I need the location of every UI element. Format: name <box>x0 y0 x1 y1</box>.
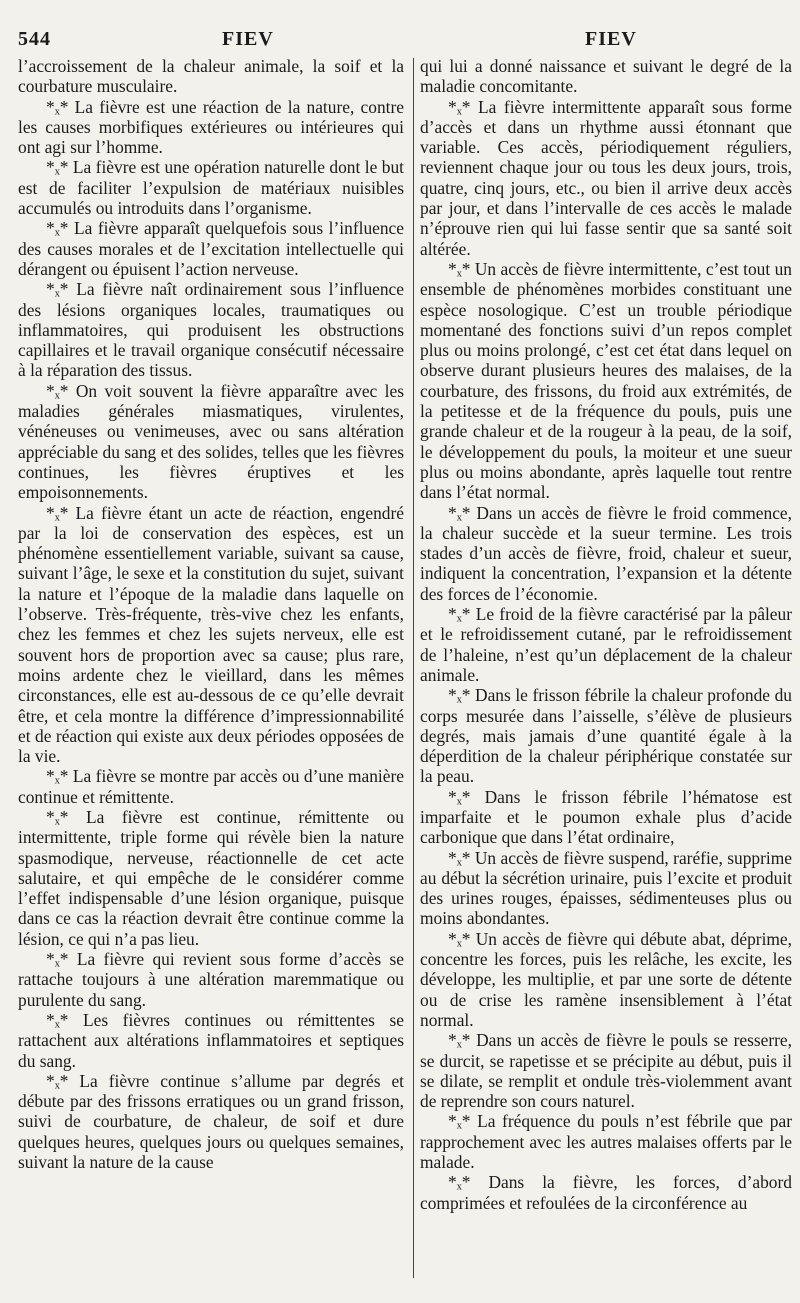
paragraph: *ₓ* Un accès de fièvre suspend, raréfie, supprime au début la sécrétion urinaire, puis l’excite et produit des urines rouges, épaisses, sédimenteuses plus ou moins abondantes. <box>420 847 792 929</box>
paragraph: *ₓ* La fièvre naît ordinairement sous l’influence des lésions organiques locales, traumatiques ou inflammatoires, qui produisent les obstructions capillaires et le travail organique consécutif nécessaire à la réparation des tissus. <box>18 279 404 381</box>
paragraph: *ₓ* Un accès de fièvre qui débute abat, déprime, concentre les forces, puis les relâche, les excite, les développe, les multiplie, et par une sorte de détente ou de crise les ramène insensiblement à l’état normal. <box>420 928 792 1030</box>
paragraph: *ₓ* Un accès de fièvre intermittente, c’est tout un ensemble de phénomènes morbides constituant une espèce nosologique. C’est un trouble périodique momentané des fonctions suivi d’un repos complet plus ou moins prolongé, c’est cet état dans lequel on observe durant plusieurs heures des malaises, de la courbature, des frissons, du froid aux extrémités, de la petitesse et de la fréquence du pouls, puis une grande chaleur et de la rougeur à la peau, de la soif, le développement du pouls, la moiteur et une sueur plus ou moins abondante, après laquelle tout rentre dans l’état normal. <box>420 258 792 503</box>
paragraph: *ₓ* Dans la fièvre, les forces, d’abord comprimées et refoulées de la circonférence au <box>420 1172 792 1213</box>
paragraph: *ₓ* La fièvre est une réaction de la nature, contre les causes morbifiques extérieures ou intérieures qui ont agi sur l’homme. <box>18 96 404 158</box>
paragraph: *ₓ* La fièvre est continue, rémittente ou intermittente, triple forme qui révèle bien la nature spasmodique, nerveuse, réactionnelle de cet acte salutaire, et qui empêche de le considérer comme l’effet indispensable d’une lésion organique, puisque dans ce cas la réaction devrait être continue comme la lésion, ce qui n’a pas lieu. <box>18 806 404 949</box>
paragraph: qui lui a donné naissance et suivant le degré de la maladie concomitante. <box>420 56 792 97</box>
paragraph: *ₓ* La fièvre continue s’allume par degrés et débute par des frissons erratiques ou un grand frisson, suivi de courbature, de chaleur, de soif et dure quelques heures, quelques jours ou quelques semaines, suivant la nature de la cause <box>18 1070 404 1173</box>
page-header <box>0 28 800 52</box>
paragraph: *ₓ* La fièvre qui revient sous forme d’accès se rattache toujours à une altération maremmatique ou purulente du sang. <box>18 949 404 1010</box>
paragraph: *ₓ* La fièvre étant un acte de réaction, engendré par la loi de conservation des espèces, est un phénomène essentiellement variable, suivant sa cause, suivant l’âge, le sexe et la constitution du sujet, suivant la nature et l’époque de la maladie dans laquelle on l’observe. Très-fréquente, très-vive chez les enfants, chez les femmes et chez les sujets nerveux, elle est souvent hors de proportion avec sa cause; plus rare, moins ardente chez le vieillard, dans les mêmes circonstances, elle est au-dessous de ce qu’elle devrait être, et cela montre la différence d’impressionnabilité et de réaction qui existe aux deux périodes opposées de la vie. <box>18 502 404 767</box>
paragraph: *ₓ* La fièvre intermittente apparaît sous forme d’accès et dans un rhythme aussi étonnant que variable. Ces accès, périodiquement réguliers, reviennent chaque jour ou tous les deux jours, trois, quatre, cinq jours, etc., ou bien il arrive deux accès par jour, et dans l’intervalle de ces accès le malade n’éprouve rien qui lui fasse sentir que sa santé soit altérée. <box>420 96 792 259</box>
right-column <box>420 56 792 1213</box>
paragraph: *ₓ* Dans un accès de fièvre le froid commence, la chaleur succède et la sueur termine. Les trois stades d’un accès de fièvre, froid, chaleur et sueur, indiquent la concentration, l’expansion et la détente des forces de l’économie. <box>420 502 792 604</box>
paragraph: *ₓ* Le froid de la fièvre caractérisé par la pâleur et le refroidissement cutané, par le refroidissement de l’haleine, n’est qu’un déplacement de la chaleur animale. <box>420 604 792 685</box>
paragraph: *ₓ* Dans le frisson fébrile la chaleur profonde du corps mesurée dans l’aisselle, s’élève de plusieurs degrés, mais jamais d’une quantité égale à la déperdition de la chaleur périphérique constatée sur la peau. <box>420 685 792 787</box>
column-divider <box>413 58 414 1278</box>
paragraph: *ₓ* La fréquence du pouls n’est fébrile que par rapprochement avec les autres malaises offerts par le malade. <box>420 1111 792 1173</box>
paragraph: *ₓ* Dans un accès de fièvre le pouls se resserre, se durcit, se rapetisse et se précipite au début, puis il se dilate, se remplit et ondule très-violemment avant de reprendre son cours naturel. <box>420 1030 792 1112</box>
paragraph: *ₓ* La fièvre est une opération naturelle dont le but est de faciliter l’expulsion de matériaux nuisibles accumulés ou introduits dans l’organisme. <box>18 157 404 219</box>
paragraph: *ₓ* Dans le frisson fébrile l’hématose est imparfaite et le poumon exhale plus d’acide carbonique que dans l’état ordinaire, <box>420 786 792 848</box>
paragraph: *ₓ* La fièvre se montre par accès ou d’une manière continue et rémittente. <box>18 766 404 807</box>
paragraph: *ₓ* La fièvre apparaît quelquefois sous l’influence des causes morales et de l’excitation intellectuelle qui dérangent ou épuisent l’action nerveuse. <box>18 218 404 279</box>
paragraph: *ₓ* On voit souvent la fièvre apparaître avec les maladies générales miasmatiques, virulentes, vénéneuses ou venimeuses, avec ou sans altération appréciable du sang et des solides, telles que les fièvres continues, les fièvres éruptives et les empoisonnements. <box>18 380 404 503</box>
running-head-left: FIEV <box>222 28 274 50</box>
paragraph: *ₓ* Les fièvres continues ou rémittentes se rattachent aux altérations inflammatoires et septiques du sang. <box>18 1009 404 1071</box>
paragraph: l’accroissement de la chaleur animale, la soif et la courbature musculaire. <box>18 56 404 97</box>
running-head-right: FIEV <box>585 28 637 50</box>
page-number: 544 <box>18 28 51 50</box>
left-column <box>18 56 404 1172</box>
